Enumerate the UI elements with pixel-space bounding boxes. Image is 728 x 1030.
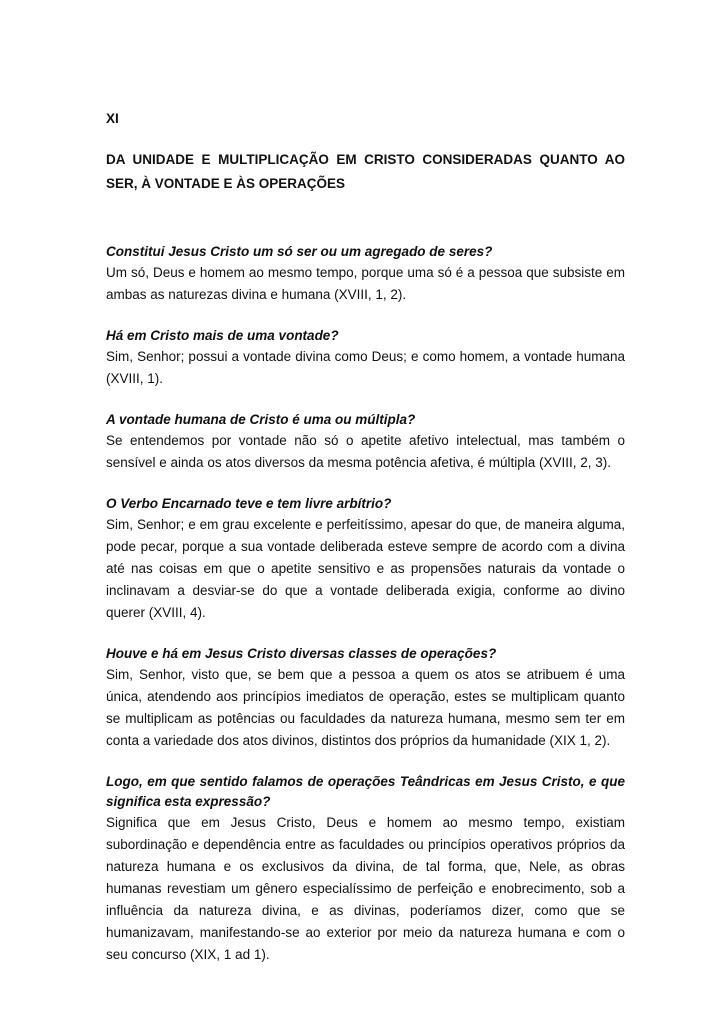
- question: A vontade humana de Cristo é uma ou múltipla?: [106, 412, 416, 427]
- qa-item: [106, 242, 625, 306]
- qa-item: [106, 494, 625, 624]
- qa-list: [106, 242, 625, 966]
- answer: Sim, Senhor; possui a vontade divina como Deus; e como homem, a vontade humana (XVIII, 1).: [106, 349, 625, 386]
- answer: Sim, Senhor; e em grau excelente e perfeitíssimo, apesar do que, de maneira alguma, pode pecar, porque a sua vontade deliberada esteve sempre de acordo com a divina até nas coisas em que o apetite sensitivo e as propensões naturais da vontade o inclinavam a desviar-se do que a vontade deliberada exigia, conforme ao divino querer (XVIII, 4).: [106, 517, 625, 620]
- answer: Se entendemos por vontade não só o apetite afetivo intelectual, mas também o sensível e ainda os atos diversos da mesma potência afetiva, é múltipla (XVIII, 2, 3).: [106, 433, 625, 470]
- chapter-number: XI: [106, 111, 119, 126]
- question: Constitui Jesus Cristo um só ser ou um agregado de seres?: [106, 244, 493, 259]
- answer: Um só, Deus e homem ao mesmo tempo, porque uma só é a pessoa que subsiste em ambas as naturezas divina e humana (XVIII, 1, 2).: [106, 265, 625, 302]
- qa-item: [106, 772, 625, 966]
- question: Houve e há em Jesus Cristo diversas classes de operações?: [106, 646, 497, 661]
- qa-item: [106, 326, 625, 390]
- document-page: [106, 111, 625, 986]
- qa-item: [106, 410, 625, 474]
- answer: Sim, Senhor, visto que, se bem que a pessoa a quem os atos se atribuem é uma única, atendendo aos princípios imediatos de operação, estes se multiplicam quanto se multiplicam as potências ou faculdades da natureza humana, mesmo sem ter em conta a variedade dos atos divinos, distintos dos próprios da humanidade (XIX 1, 2).: [106, 667, 625, 748]
- question: Logo, em que sentido falamos de operações Teândricas em Jesus Cristo, e que significa esta expressão?: [106, 774, 625, 809]
- question: Há em Cristo mais de uma vontade?: [106, 328, 339, 343]
- answer: Significa que em Jesus Cristo, Deus e homem ao mesmo tempo, existiam subordinação e dependência entre as faculdades ou princípios operativos próprios da natureza humana e os exclusivos da divina, de tal forma, que, Nele, as obras humanas revestiam um gênero especialíssimo de perfeição e enobrecimento, sob a influência da natureza divina, e as divinas, poderíamos dizer, como que se humanizavam, manifestando-se ao exterior por meio da natureza humana e com o seu concurso (XIX, 1 ad 1).: [106, 815, 625, 962]
- question: O Verbo Encarnado teve e tem livre arbítrio?: [106, 496, 392, 511]
- chapter-title: DA UNIDADE E MULTIPLICAÇÃO EM CRISTO CONSIDERADAS QUANTO AO SER, À VONTADE E ÀS OPERAÇÕES: [106, 152, 625, 191]
- qa-item: [106, 644, 625, 752]
